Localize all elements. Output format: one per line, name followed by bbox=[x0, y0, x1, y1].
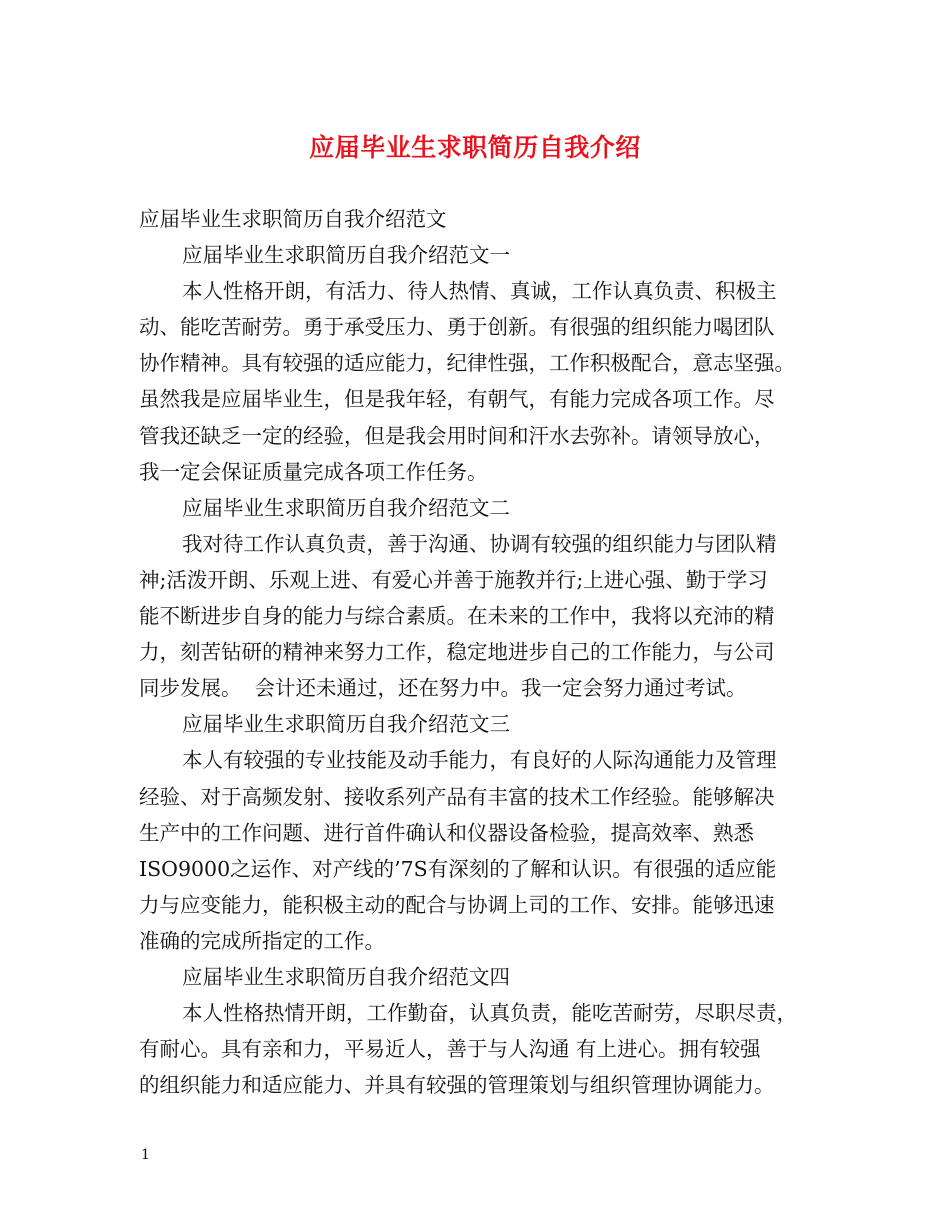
paragraph-4-line: 本人性格热情开朗，工作勤奋，认真负责，能吃苦耐劳，尽职尽责， bbox=[182, 1001, 797, 1026]
paragraph-1-line: 动、能吃苦耐劳。勇于承受压力、勇于创新。有很强的组织能力喝团队 bbox=[139, 315, 775, 340]
section-heading-3: 应届毕业生求职简历自我介绍范文三 bbox=[182, 712, 510, 737]
section-heading-4: 应届毕业生求职简历自我介绍范文四 bbox=[182, 964, 510, 989]
paragraph-2-line: 同步发展。 会计还未通过，还在努力中。我一定会努力通过考试。 bbox=[139, 676, 747, 701]
paragraph-3-line: 经验、对于高频发射、接收系列产品有丰富的技术工作经验。能够解决 bbox=[139, 784, 775, 809]
document-title: 应届毕业生求职简历自我介绍 bbox=[309, 133, 641, 162]
paragraph-3-line: 力与应变能力，能积极主动的配合与协调上司的工作、安排。能够迅速 bbox=[139, 892, 775, 917]
paragraph-3-line: ISO9000之运作、对产线的’7S有深刻的了解和认识。有很强的适应能 bbox=[139, 856, 777, 881]
paragraph-2-line: 力，刻苦钻研的精神来努力工作，稳定地进步自己的工作能力，与公司 bbox=[139, 640, 775, 665]
paragraph-3-line: 本人有较强的专业技能及动手能力，有良好的人际沟通能力及管理 bbox=[182, 748, 777, 773]
paragraph-1-line: 我一定会保证质量完成各项工作任务。 bbox=[139, 459, 488, 484]
paragraph-3-line: 准确的完成所指定的工作。 bbox=[139, 928, 385, 953]
page-number: 1 bbox=[141, 1147, 150, 1163]
paragraph-1-line: 协作精神。具有较强的适应能力，纪律性强，工作积极配合，意志坚强。 bbox=[139, 351, 795, 376]
paragraph-1-line: 虽然我是应届毕业生，但是我年轻，有朝气，有能力完成各项工作。尽 bbox=[139, 387, 775, 412]
section-heading-2: 应届毕业生求职简历自我介绍范文二 bbox=[182, 495, 510, 520]
paragraph-3-line: 生产中的工作问题、进行首件确认和仪器设备检验，提高效率、熟悉 bbox=[139, 820, 754, 845]
paragraph-1-line: 管我还缺乏一定的经验，但是我会用时间和汗水去弥补。请领导放心， bbox=[139, 423, 775, 448]
paragraph-2-line: 能不断进步自身的能力与综合素质。在未来的工作中，我将以充沛的精 bbox=[139, 604, 775, 629]
section-heading-1: 应届毕业生求职简历自我介绍范文一 bbox=[182, 243, 510, 268]
paragraph-4-line: 的组织能力和适应能力、并具有较强的管理策划与组织管理协调能力。 bbox=[139, 1073, 775, 1098]
paragraph-2-line: 神;活泼开朗、乐观上进、有爱心并善于施教并行;上进心强、勤于学习 bbox=[139, 567, 768, 592]
paragraph-2-line: 我对待工作认真负责，善于沟通、协调有较强的组织能力与团队精 bbox=[182, 531, 777, 556]
section-heading-main: 应届毕业生求职简历自我介绍范文 bbox=[139, 207, 447, 231]
document-body bbox=[139, 201, 829, 1103]
paragraph-4-line: 有耐心。具有亲和力，平易近人，善于与人沟通 有上进心。拥有较强 bbox=[139, 1037, 761, 1062]
paragraph-1-line: 本人性格开朗，有活力、待人热情、真诚，工作认真负责、积极主 bbox=[182, 279, 777, 304]
